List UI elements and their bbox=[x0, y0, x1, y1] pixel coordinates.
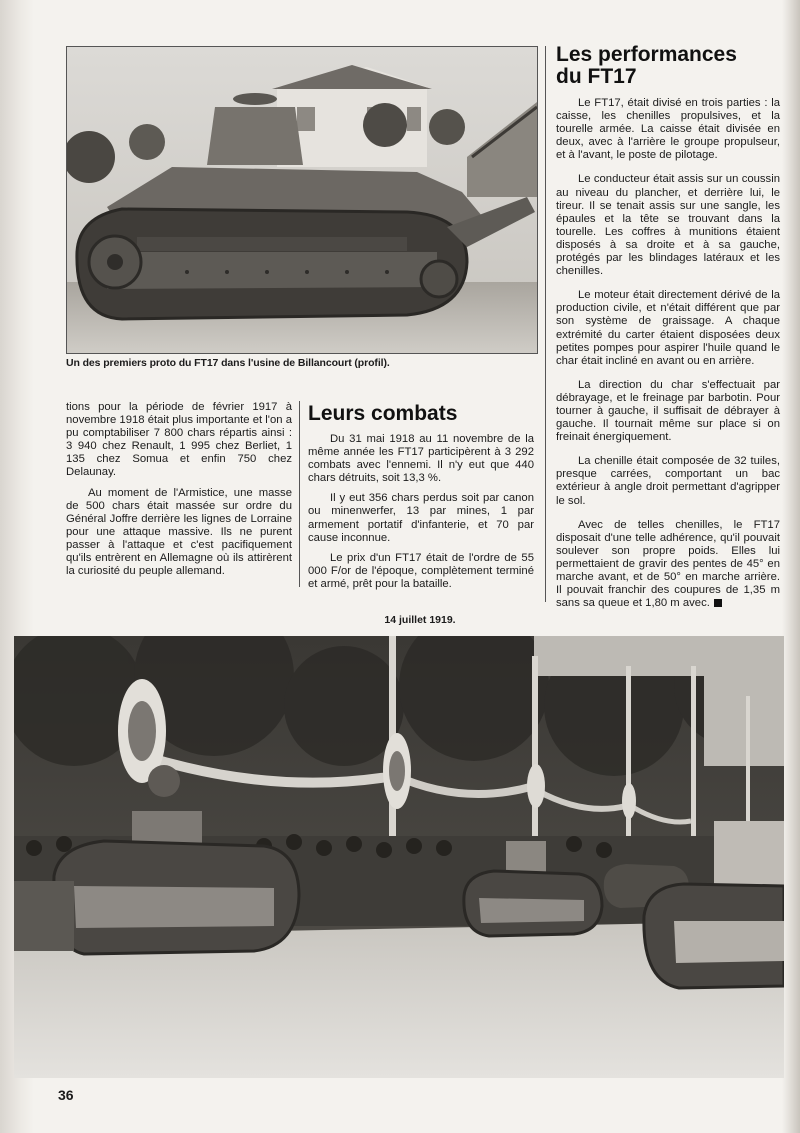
paragraph: Le prix d'un FT17 était de l'ordre de 55 000 F/or de l'époque, complètement terminé et armé, prêt pour la bataille. bbox=[308, 551, 534, 590]
paragraph: tions pour la période de février 1917 à novembre 1918 était plus importante et l'on a pu comptabiliser 7 800 chars répartis ainsi : 3 940 chez Renault, 1 995 chez Berliet, 1 135 chez Somua et enfin 750 chez Delaunay. bbox=[66, 401, 292, 479]
bottom-photo-caption: 14 juillet 1919. bbox=[384, 614, 456, 626]
tank-prototype-illustration bbox=[67, 47, 537, 353]
column-divider bbox=[545, 46, 546, 602]
paragraph: Le conducteur était assis sur un coussin au niveau du plancher, et derrière lui, le tireur. Il se tenait assis sur une sangle, les épaules et la tête se trouvant dans la tourelle. Les coffres à munitions étaient disposés à sa droite et à sa gauche, protégés par les blindages latéraux et les chenilles. bbox=[556, 173, 780, 278]
paragraph: Il y eut 356 chars perdus soit par canon ou minenwerfer, 13 par mines, 1 par armement portatif d'infanterie, et 70 par cause inconnue. bbox=[308, 492, 534, 544]
article-performances-column bbox=[556, 97, 780, 610]
article-left-column bbox=[66, 401, 292, 585]
parade-illustration bbox=[14, 636, 784, 1078]
section-title-combats: Leurs combats bbox=[308, 402, 458, 425]
top-photo-ft17-prototype bbox=[66, 46, 538, 354]
paragraph: La direction du char s'effectuait par débrayage, et le freinage par barbotin. Pour tourner à gauche, il suffisait de débrayer à gauche. Il tournait même sur place si on freinait énergiquement. bbox=[556, 378, 780, 444]
paragraph: La chenille était composée de 32 tuiles, presque carrées, comportant un bac extérieur à angle droit permettant d'agripper le sol. bbox=[556, 455, 780, 507]
top-photo-caption: Un des premiers proto du FT17 dans l'usine de Billancourt (profil). bbox=[66, 357, 390, 369]
section-title-performances bbox=[556, 44, 796, 88]
title-line: du FT17 bbox=[556, 65, 637, 88]
page-number: 36 bbox=[58, 1087, 74, 1103]
page-right-edge bbox=[782, 0, 800, 1133]
paragraph: Le FT17, était divisé en trois parties : la caisse, les chenilles propulsives, et la tourelle armée. La caisse était divisée en deux, avec à l'arrière le groupe propulseur, et à l'avant, le poste de pilotage. bbox=[556, 97, 780, 162]
paragraph: Du 31 mai 1918 au 11 novembre de la même année les FT17 participèrent à 3 292 combats avec l'ennemi. Il n'y eut que 440 chars détruits, soit 13,3 %. bbox=[308, 433, 534, 485]
paragraph-final bbox=[556, 519, 780, 611]
article-combats-column bbox=[308, 433, 534, 598]
paragraph: Au moment de l'Armistice, une masse de 500 chars était massée sur ordre du Général Joffre derrière les lignes de Lorraine pour une attaque massive. Ils ne purent passer à l'attaque et c'est pacifiquement qu'ils entrèrent en Allemagne où ils attirèrent la curiosité du peuple allemand. bbox=[66, 486, 292, 578]
title-line: Les performances bbox=[556, 43, 737, 66]
bottom-photo-parade bbox=[14, 636, 784, 1078]
end-of-article-icon bbox=[714, 599, 722, 607]
paragraph: Le moteur était directement dérivé de la production civile, et n'était différent que par son système de graissage. A chaque extrémité du carter étaient disposées deux petites pompes pour aspirer l'huile quand le char était incliné en avant ou en arrière. bbox=[556, 289, 780, 367]
paragraph-text: Avec de telles chenilles, le FT17 disposait d'une telle adhérence, qu'il pouvait soulever son propre poids. Elles lui permettaient de gravir des pentes de 45° en marche avant, et de 50° en marche arrière. Il pouvait franchir des coupures de 1,35 m sans sa queue et 1,80 m avec. bbox=[556, 518, 780, 610]
column-divider bbox=[299, 401, 300, 587]
